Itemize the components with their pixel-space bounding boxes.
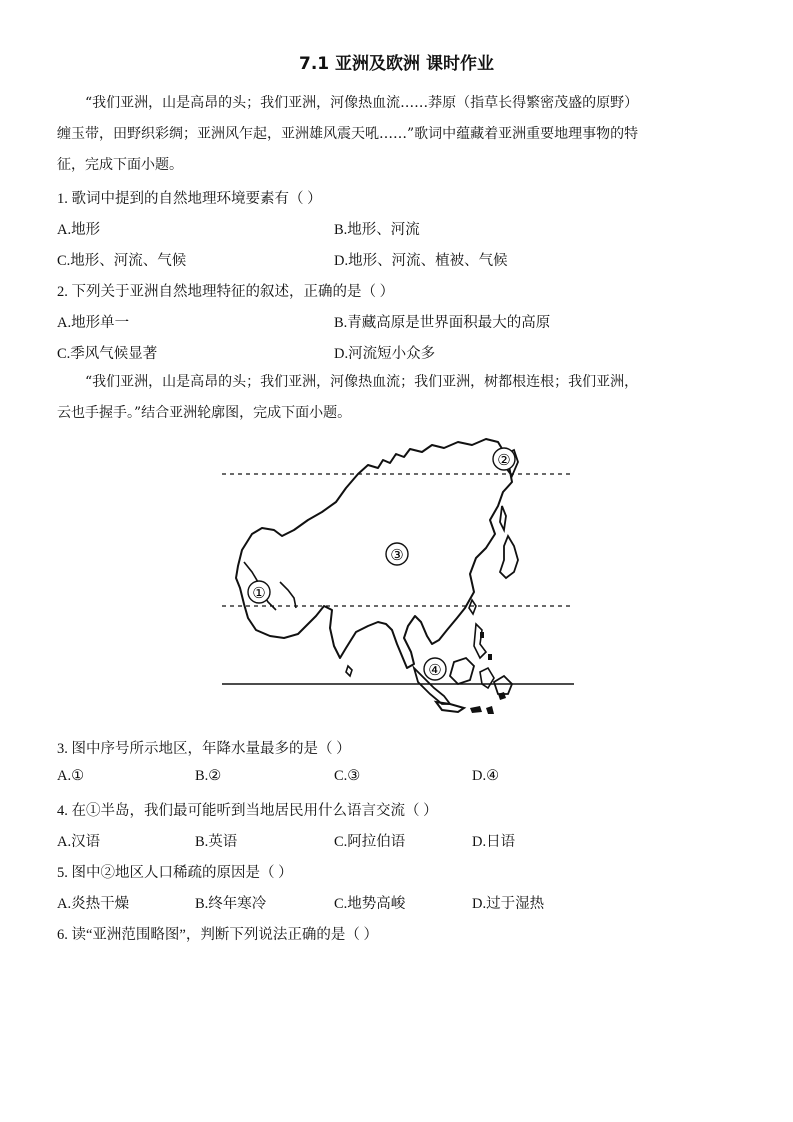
- q6-stem: 6. 读“亚洲范围略图”，判断下列说法正确的是（ ）: [57, 927, 378, 943]
- q4-option-d[interactable]: D.日语: [472, 834, 516, 850]
- q2-option-d[interactable]: D.河流短小众多: [334, 346, 436, 362]
- japan-islands: [500, 536, 518, 578]
- q5-option-b[interactable]: B.终年寒冷: [195, 896, 267, 912]
- marker-1-label: ①: [252, 584, 266, 602]
- new-guinea-outline: [494, 676, 512, 694]
- intro-passage-2: [57, 367, 737, 429]
- q3-option-a[interactable]: A.①: [57, 768, 85, 784]
- q5-option-d[interactable]: D.过于湿热: [472, 896, 545, 912]
- asia-map-svg: [218, 432, 578, 717]
- sulawesi-island: [480, 668, 494, 688]
- q4-option-c[interactable]: C.阿拉伯语: [334, 834, 406, 850]
- q3-stem: 3. 图中序号所示地区，年降水量最多的是（ ）: [57, 741, 351, 757]
- sri-lanka-island: [346, 666, 352, 676]
- q5-stem: 5. 图中②地区人口稀疏的原因是（ ）: [57, 865, 293, 881]
- marker-4: [424, 658, 446, 680]
- q1-option-d[interactable]: D.地形、河流、植被、气候: [334, 253, 508, 269]
- philippines-islands: [474, 624, 486, 658]
- intro-2-line-2: 云也手握手。”结合亚洲轮廓图，完成下面小题。: [57, 405, 352, 421]
- intro-passage-1: [57, 88, 737, 181]
- q3-option-d[interactable]: D.④: [472, 768, 500, 784]
- intro-1-line-3: 征，完成下面小题。: [57, 157, 183, 173]
- marker-1: [248, 581, 270, 603]
- marker-2: [493, 448, 515, 470]
- sakhalin-island: [500, 506, 506, 530]
- intro-1-line-1: “我们亚洲，山是高昂的头；我们亚洲，河像热血流……莽原（指草长得繁密茂盛的原野）: [85, 95, 639, 111]
- intro-2-line-1: “我们亚洲，山是高昂的头；我们亚洲，河像热血流；我们亚洲，树都根连根；我们亚洲，: [85, 374, 639, 390]
- q1-option-a[interactable]: A.地形: [57, 222, 101, 238]
- q2-stem: 2. 下列关于亚洲自然地理特征的叙述，正确的是（ ）: [57, 284, 395, 300]
- q4-option-a[interactable]: A.汉语: [57, 834, 101, 850]
- q2-option-c[interactable]: C.季风气候显著: [57, 346, 158, 362]
- q4-stem: 4. 在①半岛，我们最可能听到当地居民用什么语言交流（ ）: [57, 803, 438, 819]
- q2-option-b[interactable]: B.青藏高原是世界面积最大的高原: [334, 315, 551, 331]
- page-title: 7.1 亚洲及欧洲 课时作业: [299, 54, 494, 74]
- small-island-1: [470, 706, 482, 713]
- intro-1-line-2: 缠玉带，田野织彩绸；亚洲风乍起，亚洲雄风震天吼……”歌词中蕴藏着亚洲重要地理事物的特: [57, 126, 639, 142]
- q1-stem: 1. 歌词中提到的自然地理环境要素有（ ）: [57, 191, 322, 207]
- small-island-5: [480, 632, 484, 638]
- marker-4-label: ④: [428, 661, 442, 679]
- persian-gulf-outline: [280, 582, 296, 608]
- marker-3: [386, 543, 408, 565]
- java-island: [436, 702, 464, 712]
- small-island-2: [486, 706, 494, 714]
- q2-option-a[interactable]: A.地形单一: [57, 315, 130, 331]
- q5-option-c[interactable]: C.地势高峻: [334, 896, 406, 912]
- marker-3-label: ③: [390, 546, 404, 564]
- q1-option-b[interactable]: B.地形、河流: [334, 222, 420, 238]
- q5-option-a[interactable]: A.炎热干燥: [57, 896, 130, 912]
- borneo-island: [450, 658, 474, 684]
- small-island-4: [488, 654, 492, 660]
- taiwan-island: [469, 600, 476, 614]
- q3-option-c[interactable]: C.③: [334, 768, 361, 784]
- q1-option-c[interactable]: C.地形、河流、气候: [57, 253, 187, 269]
- marker-2-label: ②: [497, 451, 511, 469]
- q4-option-b[interactable]: B.英语: [195, 834, 238, 850]
- asia-outline-map: [218, 432, 578, 717]
- q3-option-b[interactable]: B.②: [195, 768, 222, 784]
